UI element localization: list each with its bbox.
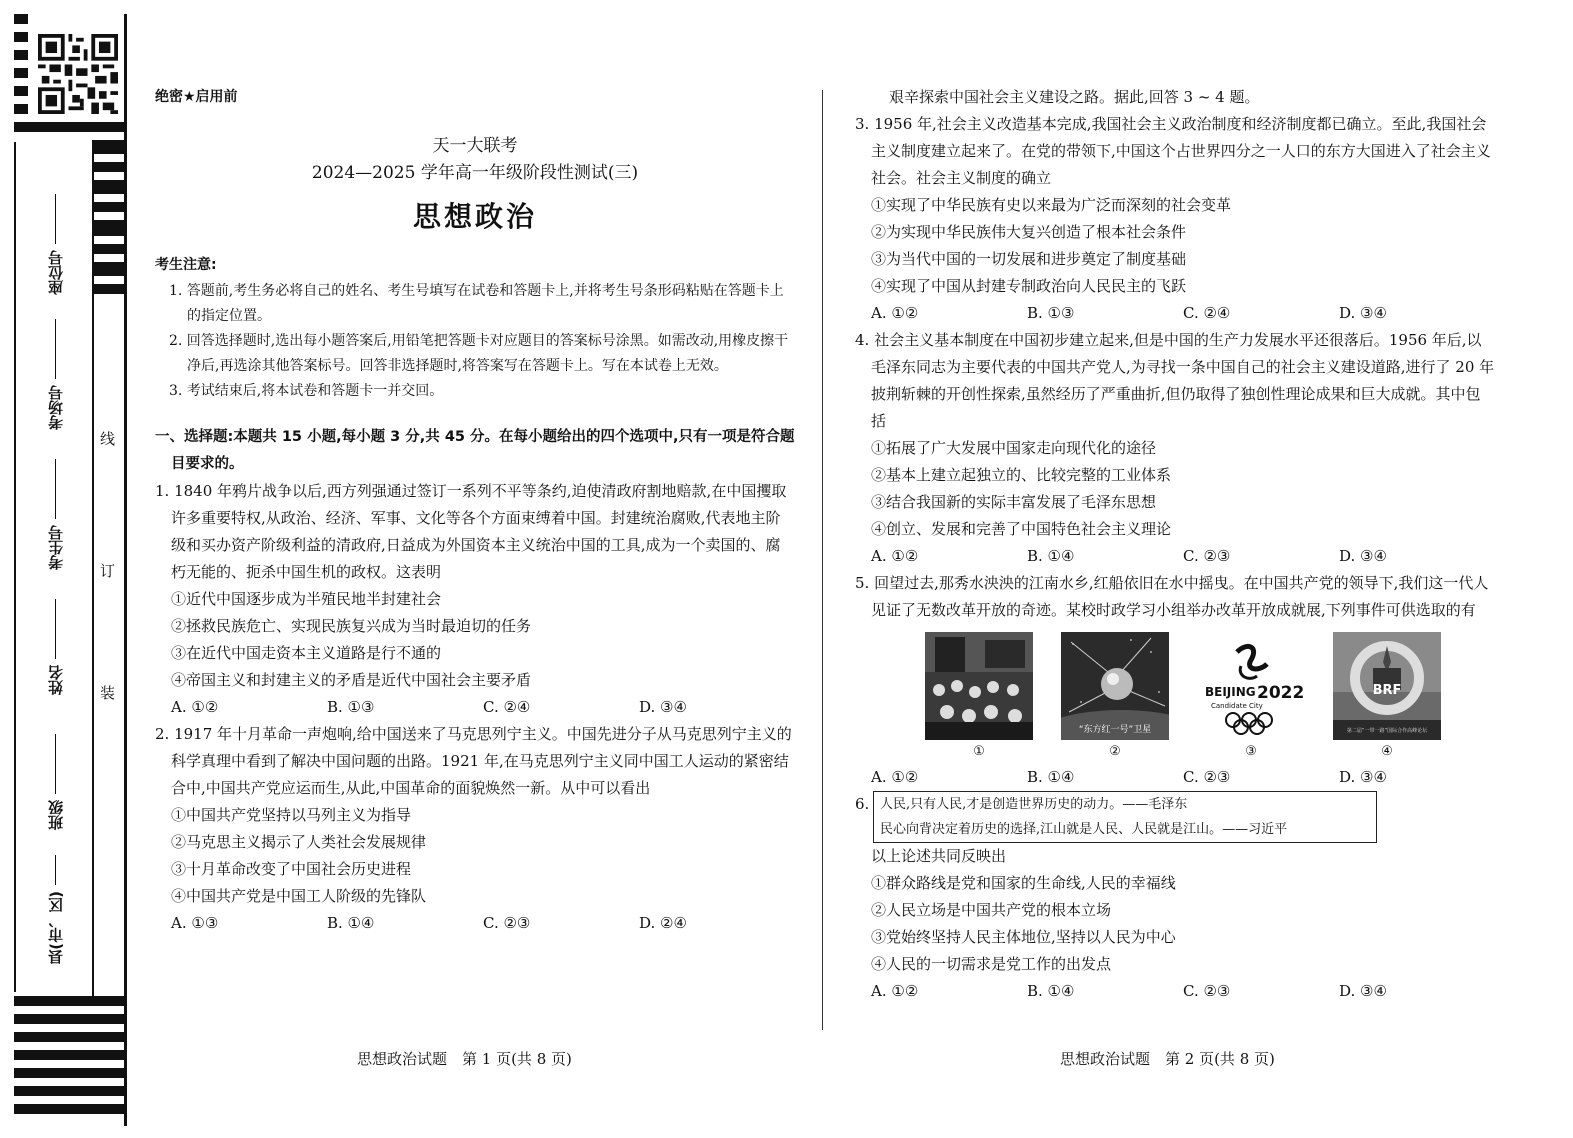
choice-c[interactable]: C. ②④ [483,698,531,716]
satellite-photo [1061,632,1169,740]
name-field[interactable] [40,575,70,695]
confidential-mark: 绝密★启用前 [155,89,238,105]
question-stem: 3. 1956 年,社会主义改造基本完成,我国社会主义政治制度和经济制度都已确立。至此,我国社会主义制度建立起来了。在党的带领下,中国这个占世界四分之一人口的东方大国进入了社会主义社会。社会主义制度的确立 [855,115,1491,187]
answer-choices [155,694,795,721]
question-stem: 2. 1917 年十月革命一声炮响,给中国送来了马克思列宁主义。中国先进分子从马克思列宁主义的科学真理中看到了解决中国问题的出路。1921 年,在马克思列宁主义同中国工人运动的紧密结合中,中国共产党应运而生,从此,中国革命的面貌焕然一新。从中可以看出 [155,725,792,797]
page-1-footer: 思想政治试题 第 1 页(共 8 页) [357,1050,572,1068]
binding-mark-line: 线 [100,430,116,448]
statement: ③党始终坚持人民主体地位,坚持以人民为中心 [871,928,1176,946]
statement: ①近代中国逐步成为半殖民地半封建社会 [171,590,442,608]
choice-b[interactable]: B. ①④ [327,914,375,932]
statement: ③在近代中国走资本主义道路是行不通的 [171,644,442,662]
notice-heading: 考生注意: [155,257,217,273]
choice-c[interactable]: C. ②④ [1183,304,1231,322]
exam-name: 2024—2025 学年高一年级阶段性测试(三) [311,163,639,183]
crowd-photo [925,632,1033,740]
answer-choices [855,543,1495,570]
section-heading: 一、选择题:本题共 15 小题,每小题 3 分,共 45 分。在每小题给出的四个选项中,只有一项是符合题目要求的。 [155,429,795,472]
statement: ④中国共产党是中国工人阶级的先锋队 [171,887,427,905]
choice-b[interactable]: B. ①③ [1027,304,1075,322]
room-number-label: 考场号 [46,385,65,430]
question-2 [155,721,795,937]
choice-d[interactable]: D. ③④ [1339,304,1387,322]
quote-line: 民心向背决定着历史的选择,江山就是人民、人民就是江山。——习近平 [880,822,1288,837]
class-label: 班级 [46,800,65,830]
choice-b[interactable]: B. ①③ [327,698,375,716]
candidate-city-text: Candidate City [1211,702,1263,710]
exam-organizer: 天一大联考 [432,136,518,156]
question-stem: 1. 1840 年鸦片战争以后,西方列强通过签订一系列不平等条约,迫使清政府割地赔款,在中国攫取许多重要特权,从政治、经济、军事、文化等各个方面束缚着中国。封建统治腐败,代表地主阶级和买办资产阶级利益的清政府,日益成为外国资本主义统治中国的工具,成为一个卖国的、腐朽无能的、扼杀中国生机的政权。这表明 [155,482,787,581]
choice-c[interactable]: C. ②③ [483,914,531,932]
year-text: 2022 [1257,683,1305,703]
photo-label: ① [973,744,985,759]
photo-label: ③ [1245,744,1257,759]
statement: ②人民立场是中国共产党的根本立场 [871,901,1112,919]
choice-c[interactable]: C. ②③ [1183,547,1231,565]
question-stem: 5. 回望过去,那秀水泱泱的江南水乡,红船依旧在水中摇曳。在中国共产党的领导下,我们这一代人见证了无数改革开放的奇迹。某校时政学习小组举办改革开放成就展,下列事件可供选取的有 [855,574,1489,619]
statement: ③结合我国新的实际丰富发展了毛泽东思想 [871,493,1157,511]
question-number: 6. [855,795,870,813]
notice-item: 3. 考试结束后,将本试卷和答题卡一并交回。 [169,383,444,399]
choice-a[interactable]: A. ①② [871,304,919,322]
candidate-number-label: 考生号 [46,525,65,570]
choice-b[interactable]: B. ①④ [1027,982,1075,1000]
answer-choices [855,978,1495,1005]
choice-d[interactable]: D. ③④ [1339,982,1387,1000]
beijing-2022-logo [1197,632,1305,740]
candidate-number-field[interactable] [40,440,70,570]
statement: ④人民的一切需求是党工作的出发点 [871,955,1112,973]
question-stem: 4. 社会主义基本制度在中国初步建立起来,但是中国的生产力发展水平还很落后。1956 年后,以毛泽东同志为主要代表的中国共产党人,为寻找一条中国自己的社会主义建设道路,进行了 20 年披荆斩棘的开创性探索,虽然经历了严重曲折,但仍取得了独创性理论成果和巨大成就。其中包括 [855,331,1495,430]
county-label: 县(市、区) [46,891,65,965]
qr-code [38,34,118,114]
photo-label: ④ [1381,744,1393,759]
page-2-footer: 思想政治试题 第 2 页(共 8 页) [1060,1050,1275,1068]
statement: ①群众路线是党和国家的生命线,人民的幸福线 [871,874,1176,892]
choice-d[interactable]: D. ③④ [1339,768,1387,786]
subject-title: 思想政治 [412,200,537,233]
choice-b[interactable]: B. ①④ [1027,768,1075,786]
choice-d[interactable]: D. ②④ [639,914,687,932]
statement: ②马克思主义揭示了人类社会发展规律 [171,833,427,851]
binding-mark-bind: 装 [100,684,116,702]
question-6 [855,791,1495,1005]
page-2 [855,84,1495,1005]
photo-label: ② [1109,744,1121,759]
statement: ④实现了中国从封建专制政治向人民民主的飞跃 [871,277,1187,295]
room-number-field[interactable] [40,300,70,430]
question-group-lead: 艰辛探索中国社会主义建设之路。据此,回答 3 ~ 4 题。 [889,88,1260,106]
statement: ②拯救民族危亡、实现民族复兴成为当时最迫切的任务 [171,617,532,635]
answer-choices [855,764,1495,791]
statement: ③十月革命改变了中国社会历史进程 [171,860,412,878]
question-1 [155,478,795,721]
answer-choices [155,910,795,937]
statement: ③为当代中国的一切发展和进步奠定了制度基础 [871,250,1187,268]
question-3 [855,111,1495,327]
page-1 [155,84,795,937]
page-divider [822,90,823,1030]
statement: ①拓展了广大发展中国家走向现代化的途径 [871,439,1157,457]
statement: ④帝国主义和封建主义的矛盾是近代中国社会主要矛盾 [171,671,532,689]
choice-a[interactable]: A. ①② [871,547,919,565]
binding-mark-staple: 订 [100,562,116,580]
seat-number-label: 座位号 [46,250,65,295]
statement: ②基本上建立起独立的、比较完整的工业体系 [871,466,1172,484]
name-label: 姓名 [46,665,65,695]
choice-c[interactable]: C. ②③ [1183,982,1231,1000]
question-5 [855,570,1495,791]
choice-a[interactable]: A. ①② [871,982,919,1000]
class-field[interactable] [40,700,70,830]
quote-line: 人民,只有人民,才是创造世界历史的动力。——毛泽东 [880,797,1188,812]
choice-d[interactable]: D. ③④ [1339,547,1387,565]
binding-strip [0,0,130,1138]
notice-item: 2. 回答选择题时,选出每小题答案后,用铅笔把答题卡对应题目的答案标号涂黑。如需改动,用橡皮擦干净后,再选涂其他答案标号。回答非选择题时,将答案写在答题卡上。写在本试卷上无效。 [169,333,789,374]
choice-a[interactable]: A. ①② [171,698,219,716]
choice-a[interactable]: A. ①② [871,768,919,786]
satellite-caption: “东方红一号”卫星 [1078,725,1152,735]
question-stem: 以上论述共同反映出 [871,847,1007,865]
statement: ①实现了中华民族有史以来最为广泛而深刻的社会变革 [871,196,1232,214]
county-field[interactable] [40,835,70,965]
photo-labels [855,740,1495,764]
choice-d[interactable]: D. ③④ [639,698,687,716]
notice-item: 1. 答题前,考生务必将自己的姓名、考生号填写在试卷和答题卡上,并将考生号条形码粘贴在答题卡上的指定位置。 [169,283,784,324]
statement: ①中国共产党坚持以马列主义为指导 [171,806,412,824]
beijing-text: BEIJING [1205,685,1256,699]
statement: ②为实现中华民族伟大复兴创造了根本社会条件 [871,223,1187,241]
brf-text: BRF [1372,683,1402,698]
quote-box [873,791,1377,843]
brf-subtitle: 第二届“一带一路”国际合作高峰论坛 [1346,728,1428,734]
photo-row [855,632,1495,740]
choice-c[interactable]: C. ②③ [1183,768,1231,786]
choice-a[interactable]: A. ①③ [171,914,219,932]
brf-forum-photo [1333,632,1441,740]
choice-b[interactable]: B. ①④ [1027,547,1075,565]
statement: ④创立、发展和完善了中国特色社会主义理论 [871,520,1172,538]
seat-number-field[interactable] [40,175,70,295]
question-4 [855,327,1495,570]
answer-choices [855,300,1495,327]
